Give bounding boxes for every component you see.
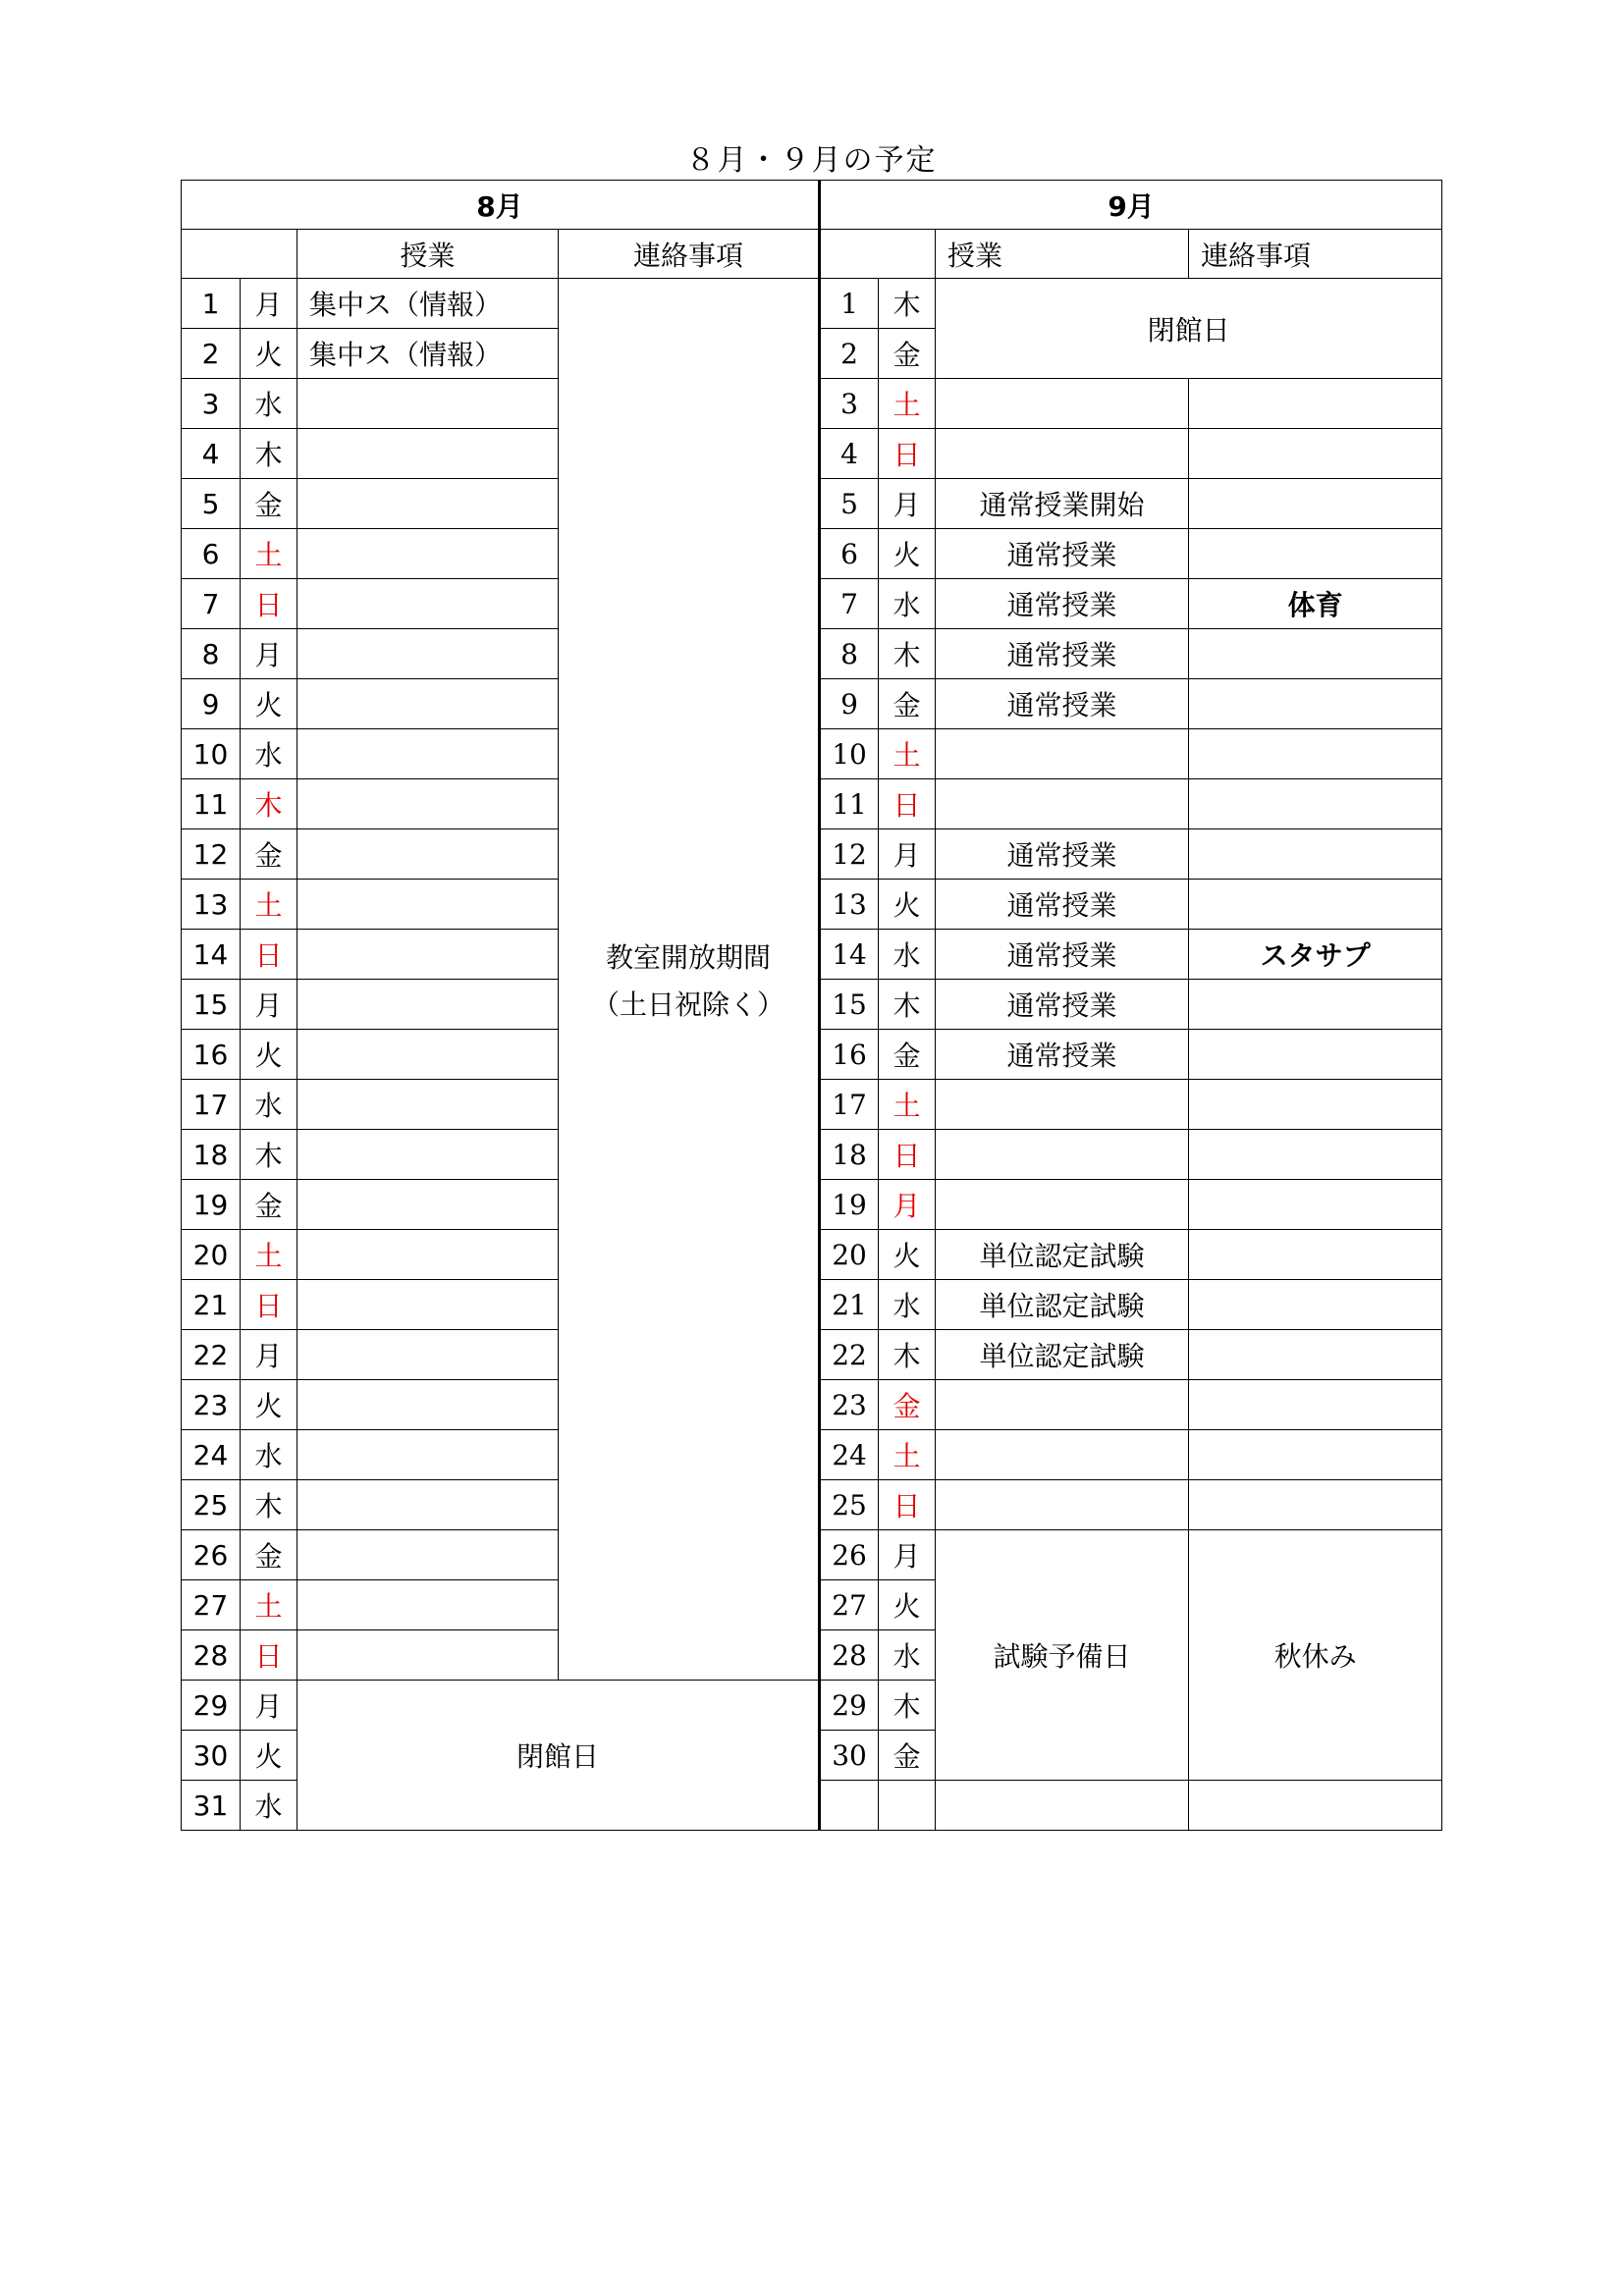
sep-weekday: 水	[879, 930, 936, 980]
aug-lesson-cell	[298, 379, 559, 429]
sep-weekday: 月	[879, 479, 936, 529]
aug-day-number: 23	[182, 1380, 241, 1430]
sep-lesson-cell	[936, 1080, 1189, 1130]
aug-day-number: 5	[182, 479, 241, 529]
aug-day-number: 2	[182, 329, 241, 379]
sep-lesson-cell: 単位認定試験	[936, 1230, 1189, 1280]
sep-lesson-cell	[936, 1130, 1189, 1180]
aug-weekday: 火	[241, 679, 298, 729]
sep-note-cell: 体育	[1189, 579, 1442, 629]
aug-weekday: 水	[241, 1430, 298, 1480]
sep-weekday: 木	[879, 629, 936, 679]
aug-lesson-cell	[298, 880, 559, 930]
sep-note-cell	[1189, 1380, 1442, 1430]
sep-day-number: 28	[820, 1630, 879, 1681]
sep-empty-note	[1189, 1781, 1442, 1831]
aug-day-number: 27	[182, 1580, 241, 1630]
sep-lesson-cell: 通常授業	[936, 629, 1189, 679]
aug-lesson-cell	[298, 1480, 559, 1530]
sep-weekday: 土	[879, 1430, 936, 1480]
aug-weekday: 土	[241, 1230, 298, 1280]
aug-lesson-cell	[298, 429, 559, 479]
sep-note-cell	[1189, 1130, 1442, 1180]
sep-weekday: 日	[879, 429, 936, 479]
aug-day-number: 4	[182, 429, 241, 479]
sep-day-number: 7	[820, 579, 879, 629]
aug-day-number: 6	[182, 529, 241, 579]
sep-weekday: 水	[879, 579, 936, 629]
aug-day-number: 24	[182, 1430, 241, 1480]
aug-weekday: 火	[241, 1380, 298, 1430]
sep-weekday: 金	[879, 1030, 936, 1080]
sep-lesson-cell	[936, 1480, 1189, 1530]
aug-lesson-cell	[298, 1630, 559, 1681]
aug-day-number: 28	[182, 1630, 241, 1681]
aug-weekday: 木	[241, 1480, 298, 1530]
aug-lesson-cell	[298, 529, 559, 579]
aug-weekday: 木	[241, 429, 298, 479]
aug-lesson-cell	[298, 1430, 559, 1480]
sep-lesson-cell: 通常授業	[936, 980, 1189, 1030]
sep-weekday: 水	[879, 1630, 936, 1681]
sep-lesson-cell	[936, 379, 1189, 429]
sep-weekday: 水	[879, 1280, 936, 1330]
sep-weekday: 土	[879, 729, 936, 779]
aug-weekday: 日	[241, 930, 298, 980]
aug-day-number: 1	[182, 279, 241, 329]
sep-date-header	[820, 230, 936, 279]
aug-month-header: 8月	[182, 181, 820, 230]
sep-lesson-cell	[936, 779, 1189, 829]
sep-note-cell	[1189, 779, 1442, 829]
sep-note-cell	[1189, 529, 1442, 579]
aug-day-number: 22	[182, 1330, 241, 1380]
sep-notes-header: 連絡事項	[1189, 230, 1442, 279]
sep-note-cell	[1189, 1280, 1442, 1330]
aug-weekday: 金	[241, 479, 298, 529]
sep-weekday: 日	[879, 1130, 936, 1180]
aug-day-number: 11	[182, 779, 241, 829]
sep-lesson-header: 授業	[936, 230, 1189, 279]
aug-lesson-cell	[298, 829, 559, 880]
aug-lesson-cell	[298, 980, 559, 1030]
aug-day-number: 14	[182, 930, 241, 980]
sep-weekday: 火	[879, 1580, 936, 1630]
sep-day-number: 26	[820, 1530, 879, 1580]
aug-lesson-cell	[298, 1330, 559, 1380]
aug-lesson-cell	[298, 1580, 559, 1630]
sep-day-number: 5	[820, 479, 879, 529]
sep-weekday: 日	[879, 779, 936, 829]
aug-weekday: 金	[241, 1180, 298, 1230]
aug-weekday: 土	[241, 880, 298, 930]
sep-note-cell	[1189, 1180, 1442, 1230]
aug-lesson-cell	[298, 1030, 559, 1080]
sep-day-number: 10	[820, 729, 879, 779]
sep-weekday: 火	[879, 880, 936, 930]
aug-day-number: 26	[182, 1530, 241, 1580]
sep-day-number: 12	[820, 829, 879, 880]
aug-weekday: 火	[241, 1731, 298, 1781]
sep-note-cell	[1189, 1430, 1442, 1480]
sep-day-number: 21	[820, 1280, 879, 1330]
aug-day-number: 10	[182, 729, 241, 779]
aug-weekday: 木	[241, 1130, 298, 1180]
sep-lesson-cell	[936, 729, 1189, 779]
sep-weekday: 金	[879, 1731, 936, 1781]
aug-day-number: 20	[182, 1230, 241, 1280]
sep-note-cell	[1189, 1330, 1442, 1380]
aug-lesson-cell: 集中ス（情報）	[298, 329, 559, 379]
aug-day-number: 29	[182, 1681, 241, 1731]
aug-notes-header: 連絡事項	[559, 230, 820, 279]
aug-day-number: 7	[182, 579, 241, 629]
aug-lesson-cell	[298, 779, 559, 829]
aug-weekday: 水	[241, 379, 298, 429]
sep-weekday: 金	[879, 1380, 936, 1430]
aug-day-number: 8	[182, 629, 241, 679]
aug-day-number: 16	[182, 1030, 241, 1080]
sep-day-number: 13	[820, 880, 879, 930]
sep-day-number: 6	[820, 529, 879, 579]
sep-note-cell	[1189, 429, 1442, 479]
open-period-label: 教室開放期間	[606, 940, 772, 974]
sep-lesson-cell: 通常授業	[936, 579, 1189, 629]
sep-weekday: 土	[879, 1080, 936, 1130]
aug-weekday: 月	[241, 629, 298, 679]
aug-day-number: 9	[182, 679, 241, 729]
sep-day-number: 18	[820, 1130, 879, 1180]
sep-note-cell	[1189, 980, 1442, 1030]
aug-day-number: 21	[182, 1280, 241, 1330]
sep-day-number: 29	[820, 1681, 879, 1731]
sep-day-number: 4	[820, 429, 879, 479]
sep-lesson-cell: 通常授業	[936, 829, 1189, 880]
aug-weekday: 日	[241, 1630, 298, 1681]
aug-lesson-cell	[298, 479, 559, 529]
sep-day-number: 14	[820, 930, 879, 980]
aug-weekday: 月	[241, 279, 298, 329]
open-period-note: （土日祝除く）	[592, 988, 785, 1021]
aug-weekday: 土	[241, 1580, 298, 1630]
aug-weekday: 木	[241, 779, 298, 829]
sep-weekday: 木	[879, 980, 936, 1030]
aug-day-number: 19	[182, 1180, 241, 1230]
aug-lesson-cell	[298, 1280, 559, 1330]
sep-weekday: 火	[879, 1230, 936, 1280]
aug-day-number: 3	[182, 379, 241, 429]
sep-weekday: 金	[879, 329, 936, 379]
sep-lesson-cell: 通常授業開始	[936, 479, 1189, 529]
aug-weekday: 火	[241, 1030, 298, 1080]
sep-day-number: 23	[820, 1380, 879, 1430]
sep-lesson-cell	[936, 1380, 1189, 1430]
aug-weekday: 水	[241, 1080, 298, 1130]
sep-empty-lesson	[936, 1781, 1189, 1831]
aug-lesson-cell	[298, 1080, 559, 1130]
sep-lesson-cell	[936, 1430, 1189, 1480]
sep-empty-weekday	[879, 1781, 936, 1831]
sep-lesson-cell: 単位認定試験	[936, 1330, 1189, 1380]
sep-day-number: 9	[820, 679, 879, 729]
aug-day-number: 17	[182, 1080, 241, 1130]
sep-lesson-cell: 通常授業	[936, 1030, 1189, 1080]
aug-weekday: 水	[241, 1781, 298, 1831]
sep-day-number: 24	[820, 1430, 879, 1480]
sep-note-cell	[1189, 729, 1442, 779]
sep-weekday: 月	[879, 1180, 936, 1230]
aug-date-header	[182, 230, 298, 279]
aug-day-number: 12	[182, 829, 241, 880]
sep-day-number: 25	[820, 1480, 879, 1530]
sep-weekday: 月	[879, 829, 936, 880]
page-title: ８月・９月の予定	[685, 143, 938, 178]
column-header-row	[182, 230, 1442, 279]
sep-day-number: 19	[820, 1180, 879, 1230]
sep-day-number: 8	[820, 629, 879, 679]
aug-weekday: 土	[241, 529, 298, 579]
aug-day-number: 15	[182, 980, 241, 1030]
aug-lesson-cell	[298, 629, 559, 679]
aug-day-number: 18	[182, 1130, 241, 1180]
sep-day-number: 27	[820, 1580, 879, 1630]
aug-closed-cell: 閉館日	[298, 1681, 820, 1831]
aug-weekday: 金	[241, 829, 298, 880]
aug-lesson-cell	[298, 1230, 559, 1280]
sep-note-cell	[1189, 479, 1442, 529]
sep-weekday: 月	[879, 1530, 936, 1580]
sep-exam-reserve-cell: 試験予備日	[936, 1530, 1189, 1781]
aug-day-number: 13	[182, 880, 241, 930]
sep-closed-cell: 閉館日	[936, 279, 1442, 379]
aug-weekday: 水	[241, 729, 298, 779]
sep-weekday: 日	[879, 1480, 936, 1530]
aug-day-number: 31	[182, 1781, 241, 1831]
sep-note-cell	[1189, 629, 1442, 679]
aug-day-number: 25	[182, 1480, 241, 1530]
aug-weekday: 日	[241, 579, 298, 629]
month-header-row	[182, 181, 1442, 230]
sep-weekday: 金	[879, 679, 936, 729]
aug-weekday: 月	[241, 980, 298, 1030]
sep-lesson-cell: 通常授業	[936, 529, 1189, 579]
aug-lesson-cell	[298, 1380, 559, 1430]
sep-day-number: 17	[820, 1080, 879, 1130]
aug-lesson-cell	[298, 1530, 559, 1580]
aug-lesson-cell	[298, 579, 559, 629]
sep-day-number: 22	[820, 1330, 879, 1380]
sep-note-cell	[1189, 880, 1442, 930]
sep-note-cell	[1189, 1480, 1442, 1530]
schedule-table	[181, 180, 1442, 1831]
sep-weekday: 木	[879, 1681, 936, 1731]
aug-lesson-header: 授業	[298, 230, 559, 279]
sep-lesson-cell: 通常授業	[936, 880, 1189, 930]
sep-day-number: 16	[820, 1030, 879, 1080]
sep-lesson-cell: 単位認定試験	[936, 1280, 1189, 1330]
aug-lesson-cell	[298, 1130, 559, 1180]
aug-open-period	[559, 279, 820, 1681]
sep-day-number: 15	[820, 980, 879, 1030]
sep-note-cell	[1189, 1030, 1442, 1080]
sep-note-cell	[1189, 1080, 1442, 1130]
sep-weekday: 木	[879, 1330, 936, 1380]
sep-lesson-cell	[936, 1180, 1189, 1230]
sep-autumn-break-cell: 秋休み	[1189, 1530, 1442, 1781]
aug-lesson-cell	[298, 729, 559, 779]
aug-lesson-cell	[298, 679, 559, 729]
sep-day-number: 11	[820, 779, 879, 829]
sep-weekday: 土	[879, 379, 936, 429]
sep-weekday: 火	[879, 529, 936, 579]
sep-note-cell: スタサプ	[1189, 930, 1442, 980]
sep-lesson-cell: 通常授業	[936, 930, 1189, 980]
table-row	[182, 279, 1442, 329]
sep-note-cell	[1189, 829, 1442, 880]
sep-lesson-cell: 通常授業	[936, 679, 1189, 729]
sep-day-number: 3	[820, 379, 879, 429]
aug-lesson-cell	[298, 930, 559, 980]
aug-lesson-cell: 集中ス（情報）	[298, 279, 559, 329]
aug-day-number: 30	[182, 1731, 241, 1781]
sep-day-number: 2	[820, 329, 879, 379]
sep-lesson-cell	[936, 429, 1189, 479]
sep-note-cell	[1189, 679, 1442, 729]
sep-note-cell	[1189, 379, 1442, 429]
sep-day-number: 1	[820, 279, 879, 329]
aug-weekday: 火	[241, 329, 298, 379]
aug-weekday: 金	[241, 1530, 298, 1580]
sep-empty-day	[820, 1781, 879, 1831]
aug-lesson-cell	[298, 1180, 559, 1230]
sep-weekday: 木	[879, 279, 936, 329]
sep-day-number: 30	[820, 1731, 879, 1781]
sep-day-number: 20	[820, 1230, 879, 1280]
sep-month-header: 9月	[820, 181, 1442, 230]
aug-weekday: 月	[241, 1681, 298, 1731]
sep-note-cell	[1189, 1230, 1442, 1280]
aug-weekday: 日	[241, 1280, 298, 1330]
aug-weekday: 月	[241, 1330, 298, 1380]
